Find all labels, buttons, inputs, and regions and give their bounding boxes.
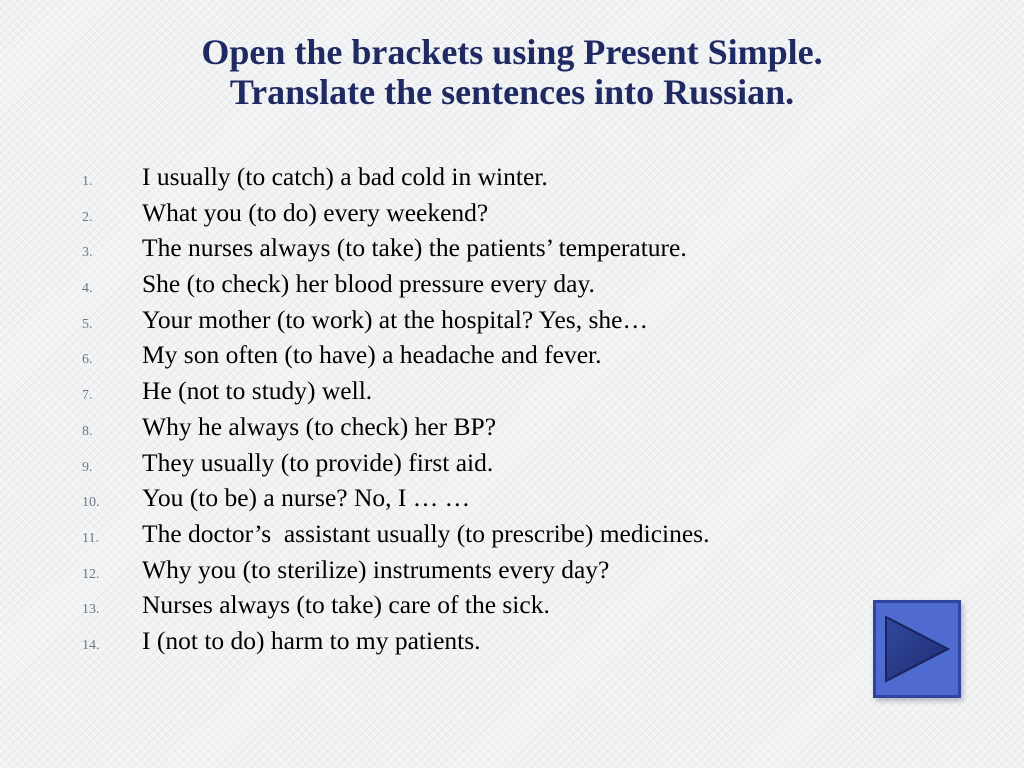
list-item [82, 412, 942, 448]
list-item [82, 626, 942, 662]
item-number: 2. [82, 209, 93, 225]
item-number: 8. [82, 423, 93, 439]
list-item [82, 590, 942, 626]
item-sentence: She (to check) her blood pressure every day. [142, 269, 595, 299]
item-number: 10. [82, 495, 100, 511]
item-number: 5. [82, 316, 93, 332]
item-sentence: The nurses always (to take) the patients’ temperature. [142, 233, 687, 263]
item-number: 6. [82, 352, 93, 368]
item-sentence: I usually (to catch) a bad cold in winter. [142, 162, 548, 191]
item-number: 12. [82, 566, 100, 582]
item-number: 13. [82, 602, 100, 618]
list-item [82, 376, 942, 412]
item-number: 4. [82, 281, 93, 297]
item-sentence: My son often (to have) a headache and fever. [142, 340, 602, 370]
list-item [82, 555, 942, 591]
item-sentence: He (not to study) well. [142, 376, 373, 406]
item-sentence: I (not to do) harm to my patients. [142, 625, 481, 655]
list-item [82, 340, 942, 376]
play-icon [876, 603, 958, 695]
title-line-2: Translate the sentences into Russian. [229, 72, 795, 112]
list-item [82, 305, 942, 341]
item-number: 1. [82, 174, 93, 189]
item-number: 7. [82, 388, 93, 404]
list-item [82, 198, 942, 234]
title-line-1: Open the brackets using Present Simple. [201, 32, 823, 72]
item-number: 14. [82, 637, 100, 653]
list-item [82, 483, 942, 519]
list-item [82, 269, 942, 305]
list-item [82, 519, 942, 555]
item-sentence: What you (to do) every weekend? [142, 197, 489, 227]
item-sentence: Nurses always (to take) care of the sick. [142, 590, 550, 620]
list-item [82, 162, 942, 198]
list-item [82, 233, 942, 269]
next-slide-button[interactable] [873, 600, 961, 698]
item-sentence: Why you (to sterilize) instruments every day? [142, 554, 610, 584]
item-sentence: You (to be) a nurse? No, I … … [142, 483, 471, 513]
item-number: 11. [82, 530, 99, 546]
item-sentence: They usually (to provide) first aid. [142, 447, 494, 477]
item-number: 9. [82, 459, 93, 475]
item-sentence: The doctor’s assistant usually (to prescribe) medicines. [142, 518, 710, 548]
exercise-list [82, 162, 942, 662]
slide-title [60, 32, 964, 112]
item-sentence: Your mother (to work) at the hospital? Yes, she… [142, 304, 648, 334]
item-number: 3. [82, 245, 93, 261]
list-item [82, 448, 942, 484]
item-sentence: Why he always (to check) her BP? [142, 411, 497, 441]
